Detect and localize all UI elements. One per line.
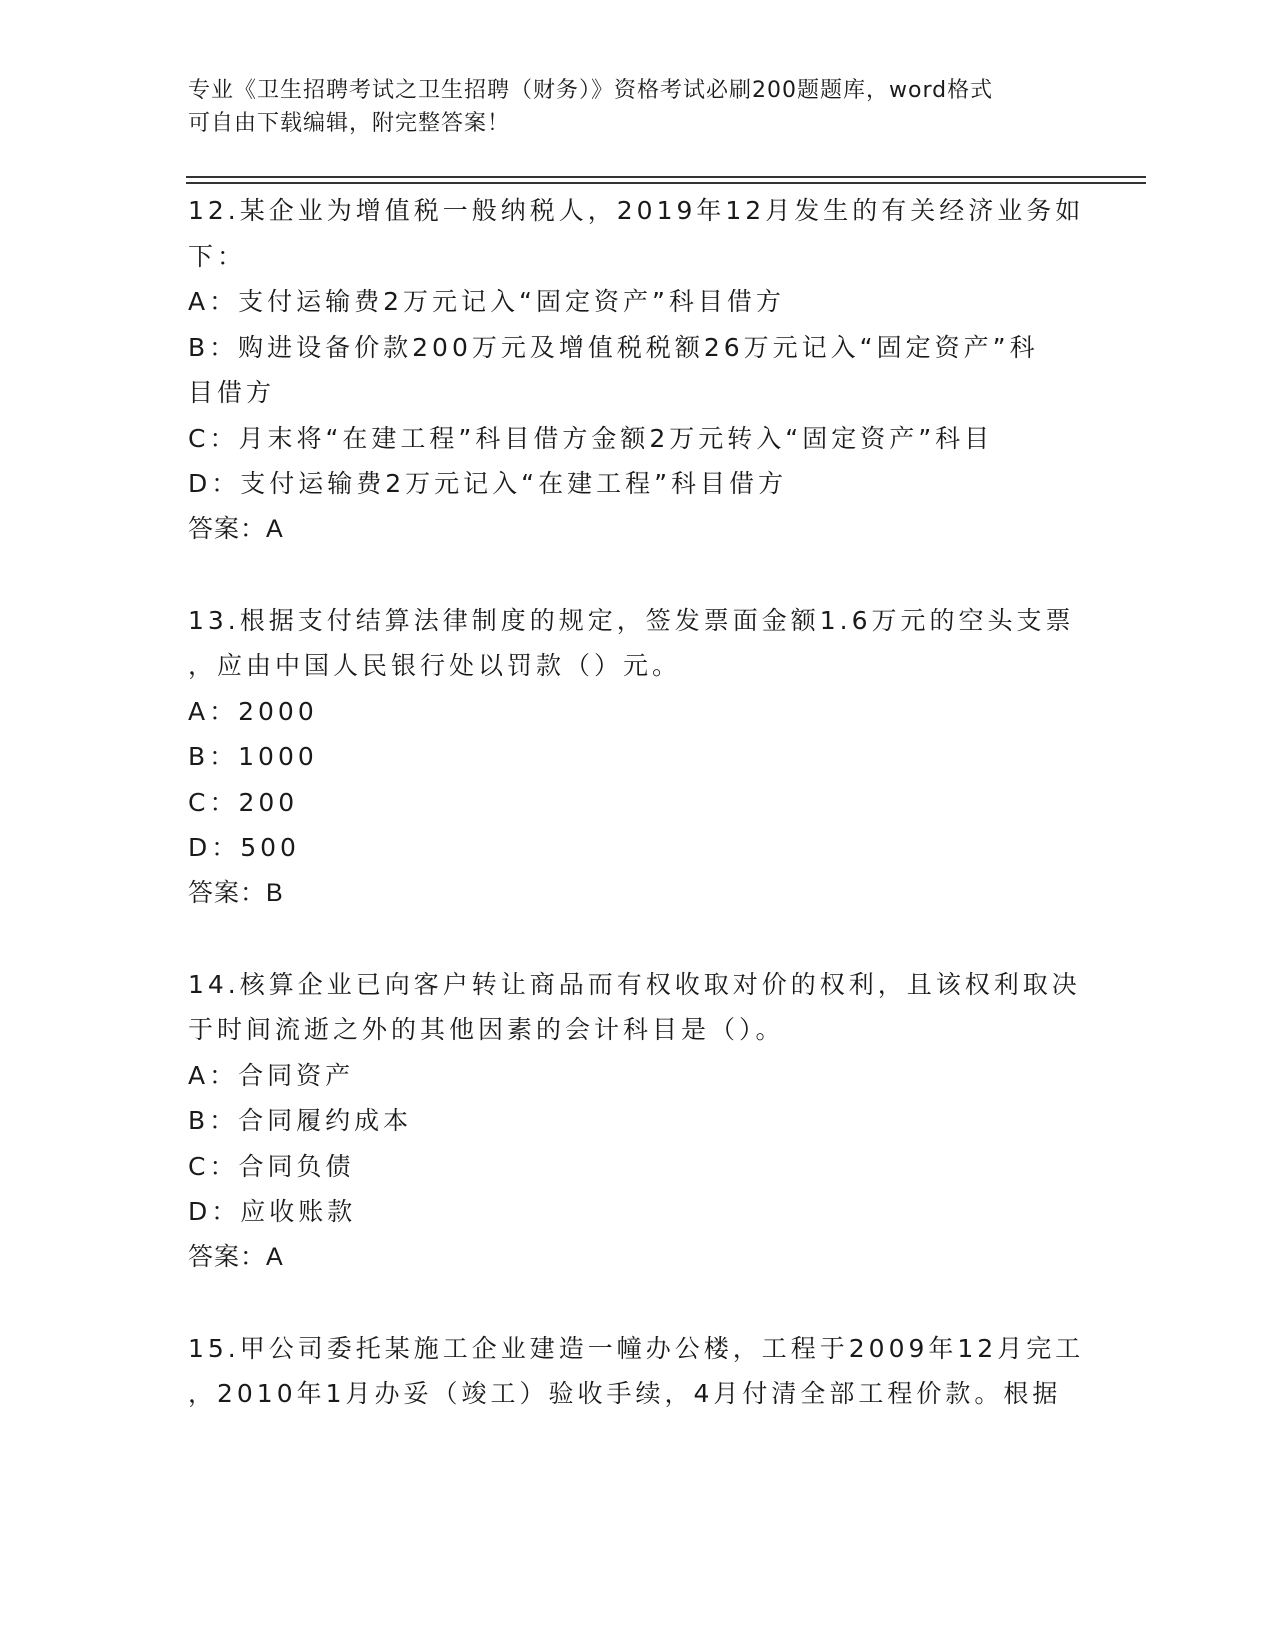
question-13-stem-line-2: ，应由中国人民银行处以罚款（）元。 bbox=[188, 651, 682, 680]
question-12-answer: 答案：A bbox=[188, 514, 284, 543]
question-13-option-b: B：1000 bbox=[188, 742, 318, 771]
question-12-stem-line-1: 12.某企业为增值税一般纳税人，2019年12月发生的有关经济业务如 bbox=[188, 196, 1085, 225]
header-text bbox=[188, 74, 1068, 140]
header-divider-bottom bbox=[186, 182, 1146, 184]
question-13-stem-line-1: 13.根据支付结算法律制度的规定，签发票面金额1.6万元的空头支票 bbox=[188, 605, 1075, 635]
question-14-option-c: C：合同负债 bbox=[188, 1151, 355, 1181]
question-13-option-a: A：2000 bbox=[188, 696, 318, 726]
question-12-stem-line-2: 下： bbox=[188, 241, 247, 271]
question-13 bbox=[188, 598, 1088, 917]
document-body bbox=[188, 188, 1088, 1417]
header-divider-top bbox=[186, 176, 1146, 178]
question-12-option-c: C：月末将“在建工程”科目借方金额2万元转入“固定资产”科目 bbox=[188, 423, 994, 453]
question-14 bbox=[188, 962, 1088, 1281]
question-14-stem-line-1: 14.核算企业已向客户转让商品而有权收取对价的权利，且该权利取决 bbox=[188, 969, 1081, 999]
spacer bbox=[188, 1280, 1088, 1326]
question-14-stem-line-2: 于时间流逝之外的其他因素的会计科目是（）。 bbox=[188, 1015, 785, 1044]
question-14-option-a: A：合同资产 bbox=[188, 1060, 355, 1090]
header-line-2: 可自由下载编辑，附完整答案！ bbox=[188, 111, 511, 136]
question-12-option-b-cont: 目借方 bbox=[188, 378, 276, 407]
question-14-option-d: D：应收账款 bbox=[188, 1197, 357, 1226]
question-12-option-a: A：支付运输费2万元记入“固定资产”科目借方 bbox=[188, 287, 785, 316]
spacer bbox=[188, 916, 1088, 962]
spacer bbox=[188, 552, 1088, 598]
question-12 bbox=[188, 188, 1088, 552]
question-15-stem-line-2: ，2010年1月办妥（竣工）验收手续，4月付清全部工程价款。根据 bbox=[188, 1379, 1062, 1408]
question-15 bbox=[188, 1326, 1088, 1417]
question-12-option-d: D：支付运输费2万元记入“在建工程”科目借方 bbox=[188, 469, 788, 498]
question-12-option-b: B：购进设备价款200万元及增值税税额26万元记入“固定资产”科 bbox=[188, 332, 1039, 362]
question-14-answer: 答案：A bbox=[188, 1242, 284, 1271]
question-14-option-b: B：合同履约成本 bbox=[188, 1106, 413, 1135]
question-15-stem-line-1: 15.甲公司委托某施工企业建造一幢办公楼，工程于2009年12月完工 bbox=[188, 1333, 1085, 1363]
question-13-answer: 答案：B bbox=[188, 878, 284, 907]
question-13-option-d: D：500 bbox=[188, 833, 300, 862]
header-line-1: 专业《卫生招聘考试之卫生招聘（财务）》资格考试必刷200题题库，word格式 bbox=[188, 78, 994, 103]
question-13-option-c: C：200 bbox=[188, 787, 299, 817]
